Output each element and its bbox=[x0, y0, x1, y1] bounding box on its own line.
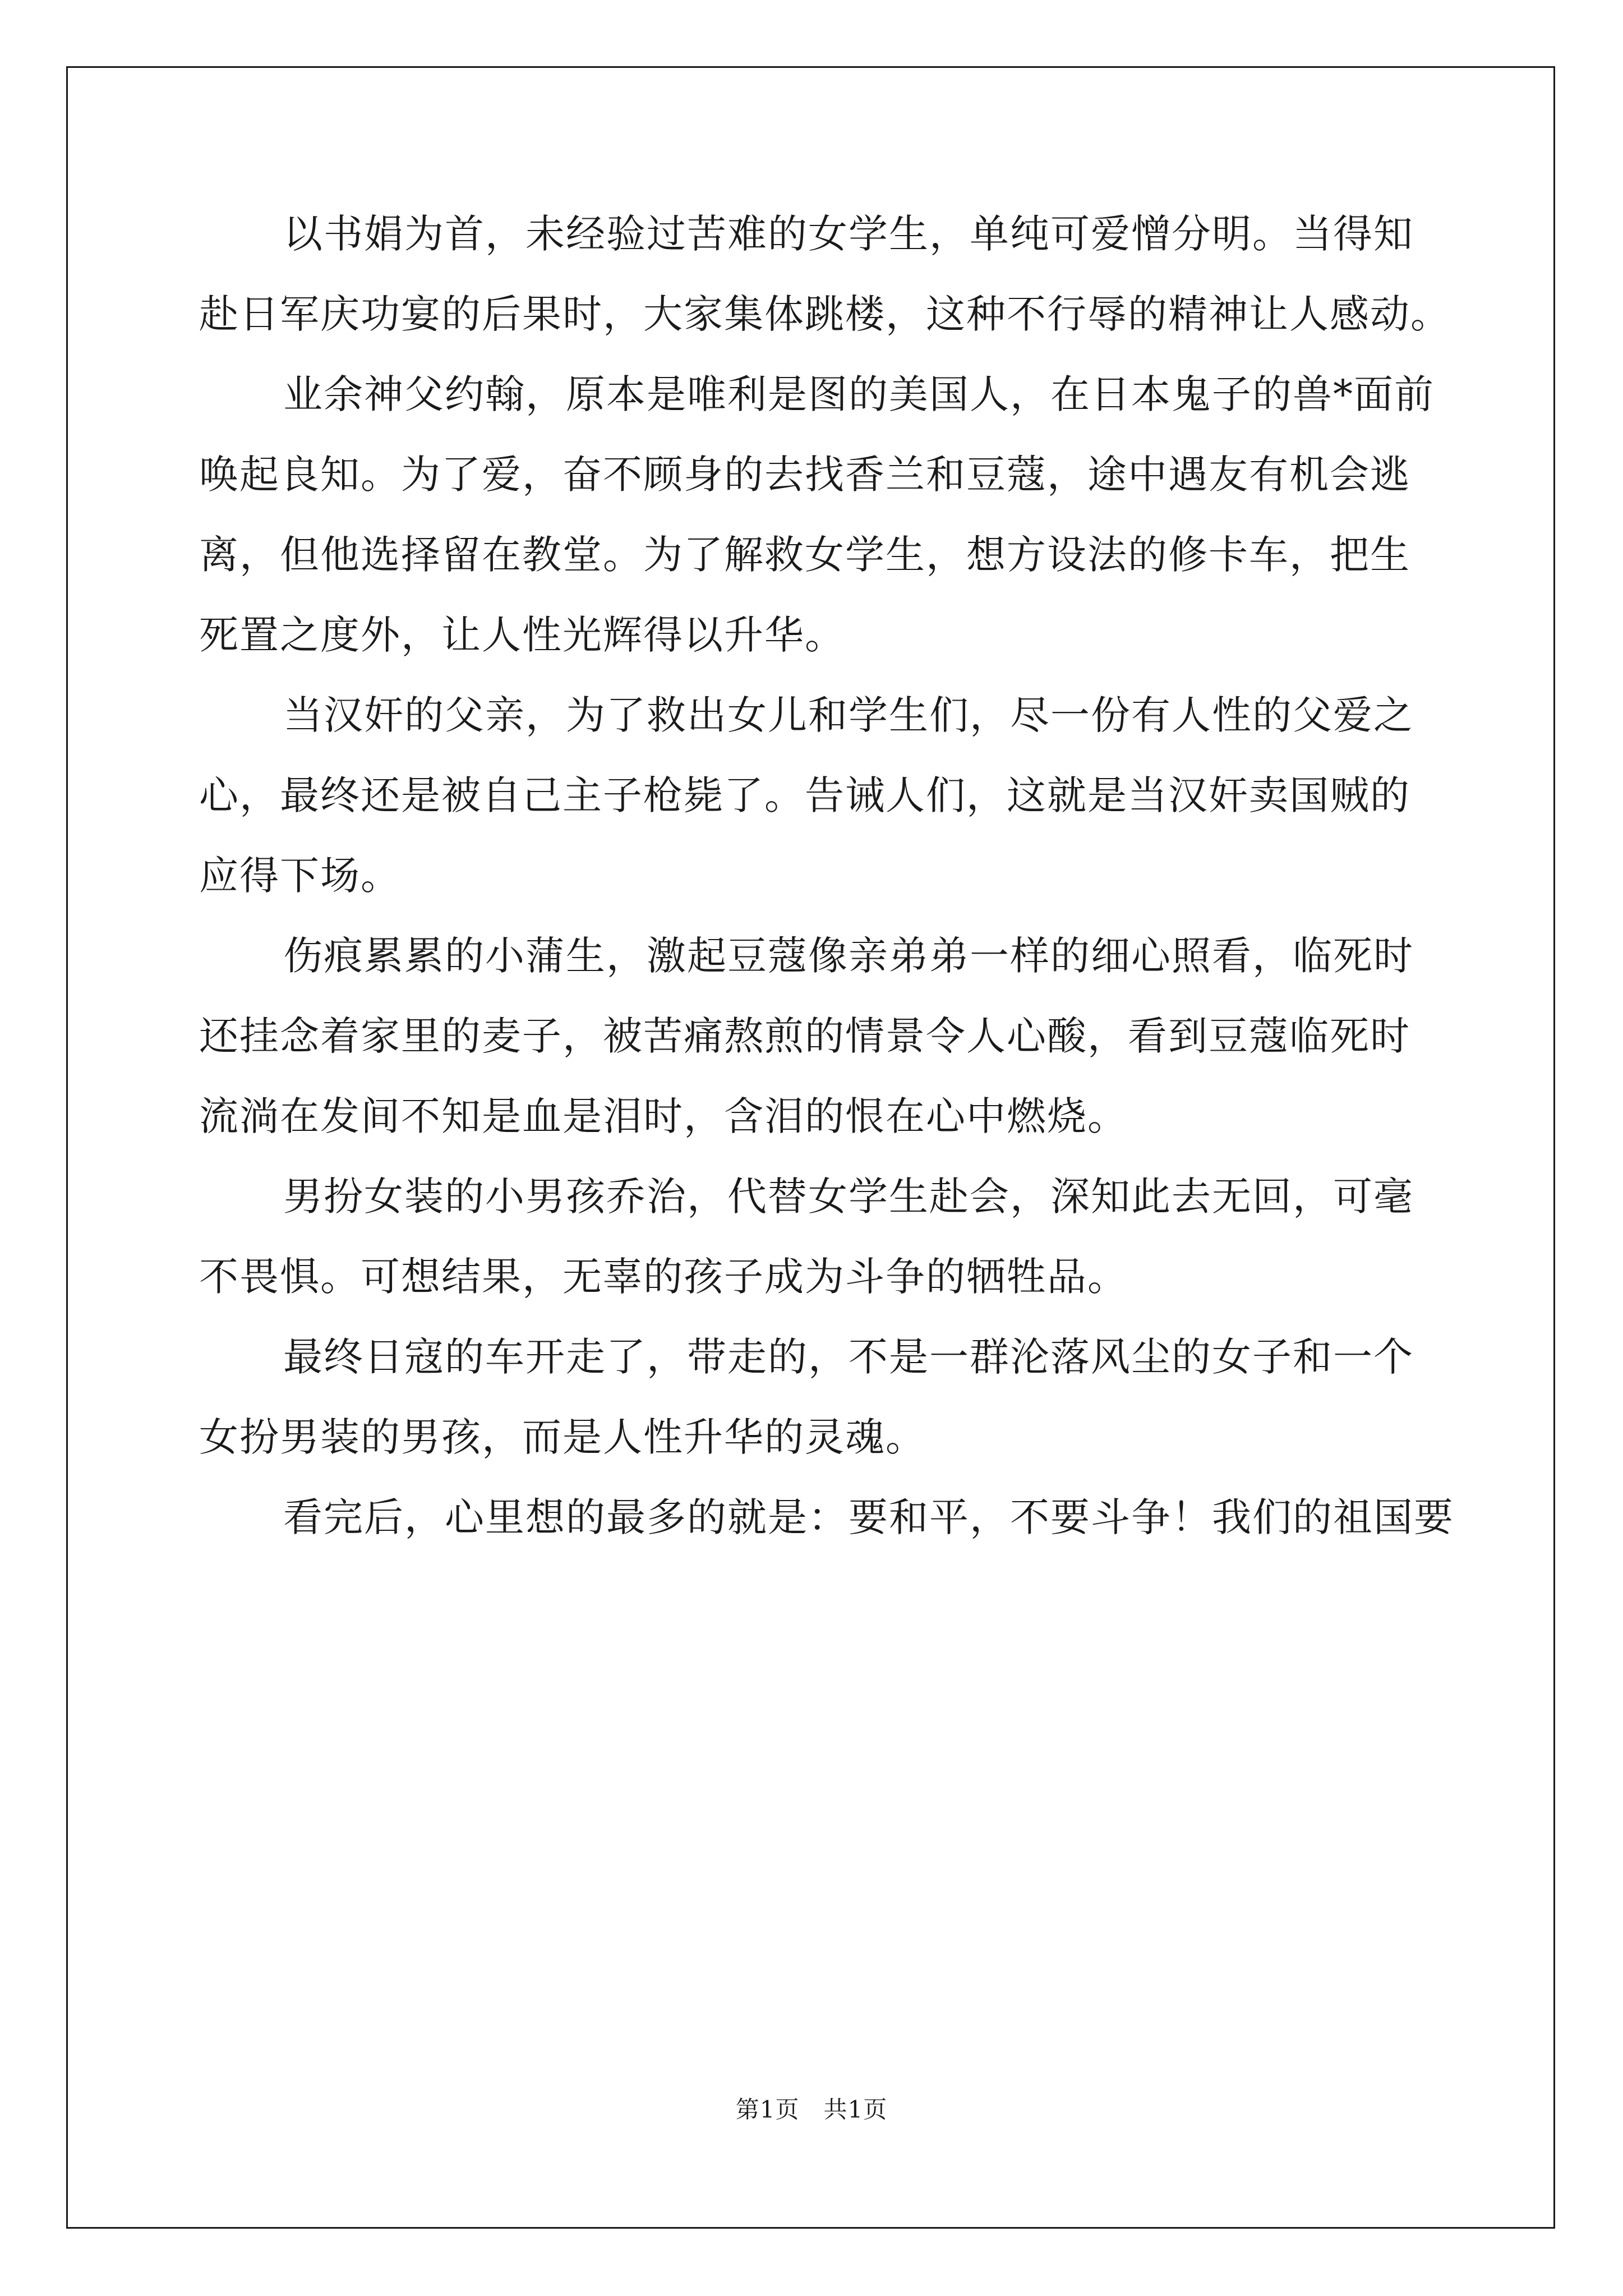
paragraph-2-line-3: 离，但他选择留在教堂。为了解救女学生，想方设法的修卡车，把生 bbox=[199, 532, 1410, 578]
paragraph-3-line-3: 应得下场。 bbox=[199, 853, 401, 899]
paragraph-5-line-1: 男扮女装的小男孩乔治，代替女学生赴会，深知此去无回，可毫 bbox=[283, 1174, 1414, 1220]
paragraph-6-line-1: 最终日寇的车开走了，带走的，不是一群沦落风尘的女子和一个 bbox=[283, 1334, 1414, 1380]
paragraph-5-line-2: 不畏惧。可想结果，无辜的孩子成为斗争的牺牲品。 bbox=[199, 1254, 1128, 1300]
paragraph-1-line-2: 赴日军庆功宴的后果时，大家集体跳楼，这种不行辱的精神让人感动。 bbox=[199, 291, 1451, 337]
document-body bbox=[199, 208, 1454, 1571]
paragraph-1-line-1: 以书娟为首，未经验过苦难的女学生，单纯可爱憎分明。当得知 bbox=[283, 211, 1414, 257]
paragraph-2-line-4: 死置之度外，让人性光辉得以升华。 bbox=[199, 612, 845, 658]
paragraph-6-line-2: 女扮男装的男孩，而是人性升华的灵魂。 bbox=[199, 1414, 926, 1460]
paragraph-3-line-1: 当汉奸的父亲，为了救出女儿和学生们，尽一份有人性的父爱之 bbox=[283, 692, 1414, 738]
paragraph-4-line-3: 流淌在发间不知是血是泪时，含泪的恨在心中燃烧。 bbox=[199, 1093, 1128, 1139]
paragraph-2-line-1: 业余神父约翰，原本是唯利是图的美国人，在日本鬼子的兽*面前 bbox=[283, 371, 1435, 417]
page-number-footer: 第1页 共1页 bbox=[735, 2096, 888, 2123]
paragraph-4-line-1: 伤痕累累的小蒲生，激起豆蔻像亲弟弟一样的细心照看，临死时 bbox=[283, 933, 1414, 979]
paragraph-2-line-2: 唤起良知。为了爱，奋不顾身的去找香兰和豆蔻，途中遇友有机会逃 bbox=[199, 452, 1410, 498]
paragraph-3-line-2: 心，最终还是被自己主子枪毙了。告诫人们，这就是当汉奸卖国贼的 bbox=[199, 772, 1410, 818]
paragraph-7-line-1: 看完后，心里想的最多的就是：要和平，不要斗争！我们的祖国要 bbox=[283, 1494, 1454, 1540]
paragraph-4-line-2: 还挂念着家里的麦子，被苦痛熬煎的情景令人心酸，看到豆蔻临死时 bbox=[199, 1013, 1410, 1059]
